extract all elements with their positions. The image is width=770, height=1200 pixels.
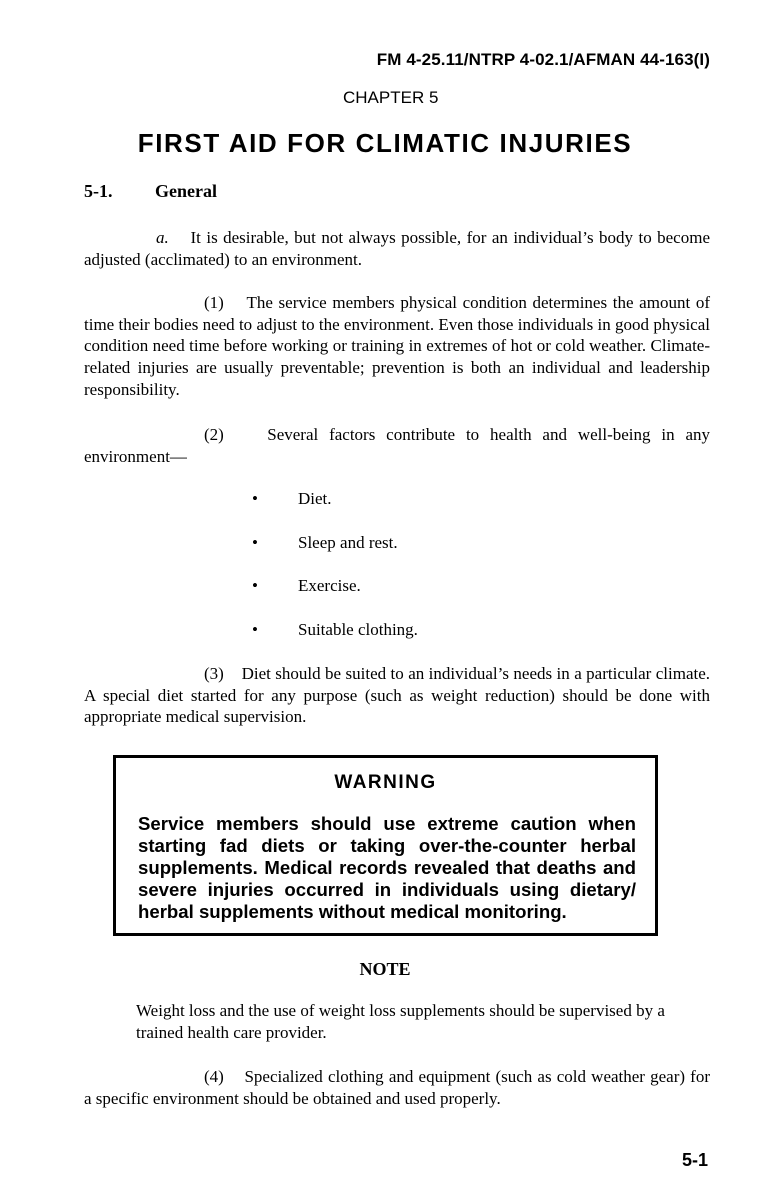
paragraph-1-label: (1) [204, 293, 224, 312]
paragraph-2 [84, 424, 710, 467]
bullet-symbol: • [252, 533, 258, 552]
chapter-title: FIRST AID FOR CLIMATIC INJURIES [137, 128, 633, 158]
bullet-symbol: • [252, 576, 258, 595]
paragraph-2-label: (2) [204, 425, 224, 444]
paragraph-1-text: The service members physical condition determines the amount of time their bodies need to adjust to the environment. Even those individuals in good physical condition need time before working or training in extremes of hot or cold weather. Climate-related injuries are usually preventable; prevention is both an individual and leadership responsibility. [84, 293, 710, 399]
warning-title: WARNING [334, 772, 437, 793]
bullet-item [252, 489, 332, 509]
bullet-text: Suitable clothing. [298, 620, 418, 639]
bullet-text: Diet. [298, 489, 332, 508]
paragraph-4-text: Specialized clothing and equipment (such as cold weather gear) for a specific environment should be obtained and used properly. [84, 1067, 711, 1108]
paragraph-3-label: (3) [204, 664, 224, 683]
bullet-item [252, 576, 361, 596]
paragraph-a [84, 227, 710, 270]
paragraph-4-label: (4) [204, 1067, 224, 1086]
note-title: NOTE [359, 959, 411, 979]
page-number: 5-1 [681, 1150, 708, 1170]
chapter-label: CHAPTER 5 [343, 88, 439, 107]
paragraph-2-text: Several factors contribute to health and well-being in any environment— [84, 425, 711, 466]
paragraph-1 [84, 292, 710, 401]
section-title: General [155, 181, 217, 201]
warning-text: Service members should use extreme caution when starting fad diets or taking over-the-counter herbal supplements. Medical records revealed that deaths and severe injuries occurred in individuals using dietary/ herbal supplements without medical monitoring. [138, 813, 636, 922]
paragraph-3-text: Diet should be suited to an individual’s needs in a particular climate. A special diet started for any purpose (such as weight reduction) should be done with appropriate medical supervision. [84, 664, 711, 727]
section-number: 5-1. [84, 181, 113, 201]
bullet-item [252, 620, 418, 640]
paragraph-a-text: It is desirable, but not always possible, for an individual’s body to become adjusted (acclimated) to an environment. [84, 228, 710, 269]
bullet-item [252, 533, 398, 553]
paragraph-3 [84, 663, 710, 728]
document-number: FM 4-25.11/NTRP 4-02.1/AFMAN 44-163(I) [376, 50, 710, 69]
paragraph-4 [84, 1066, 710, 1109]
bullet-symbol: • [252, 489, 258, 508]
warning-box [113, 755, 658, 936]
bullet-text: Exercise. [298, 576, 361, 595]
bullet-symbol: • [252, 620, 258, 639]
bullet-text: Sleep and rest. [298, 533, 398, 552]
paragraph-a-label: a. [156, 228, 169, 247]
note-text: Weight loss and the use of weight loss supplements should be supervised by a trained health care provider. [136, 1001, 665, 1042]
